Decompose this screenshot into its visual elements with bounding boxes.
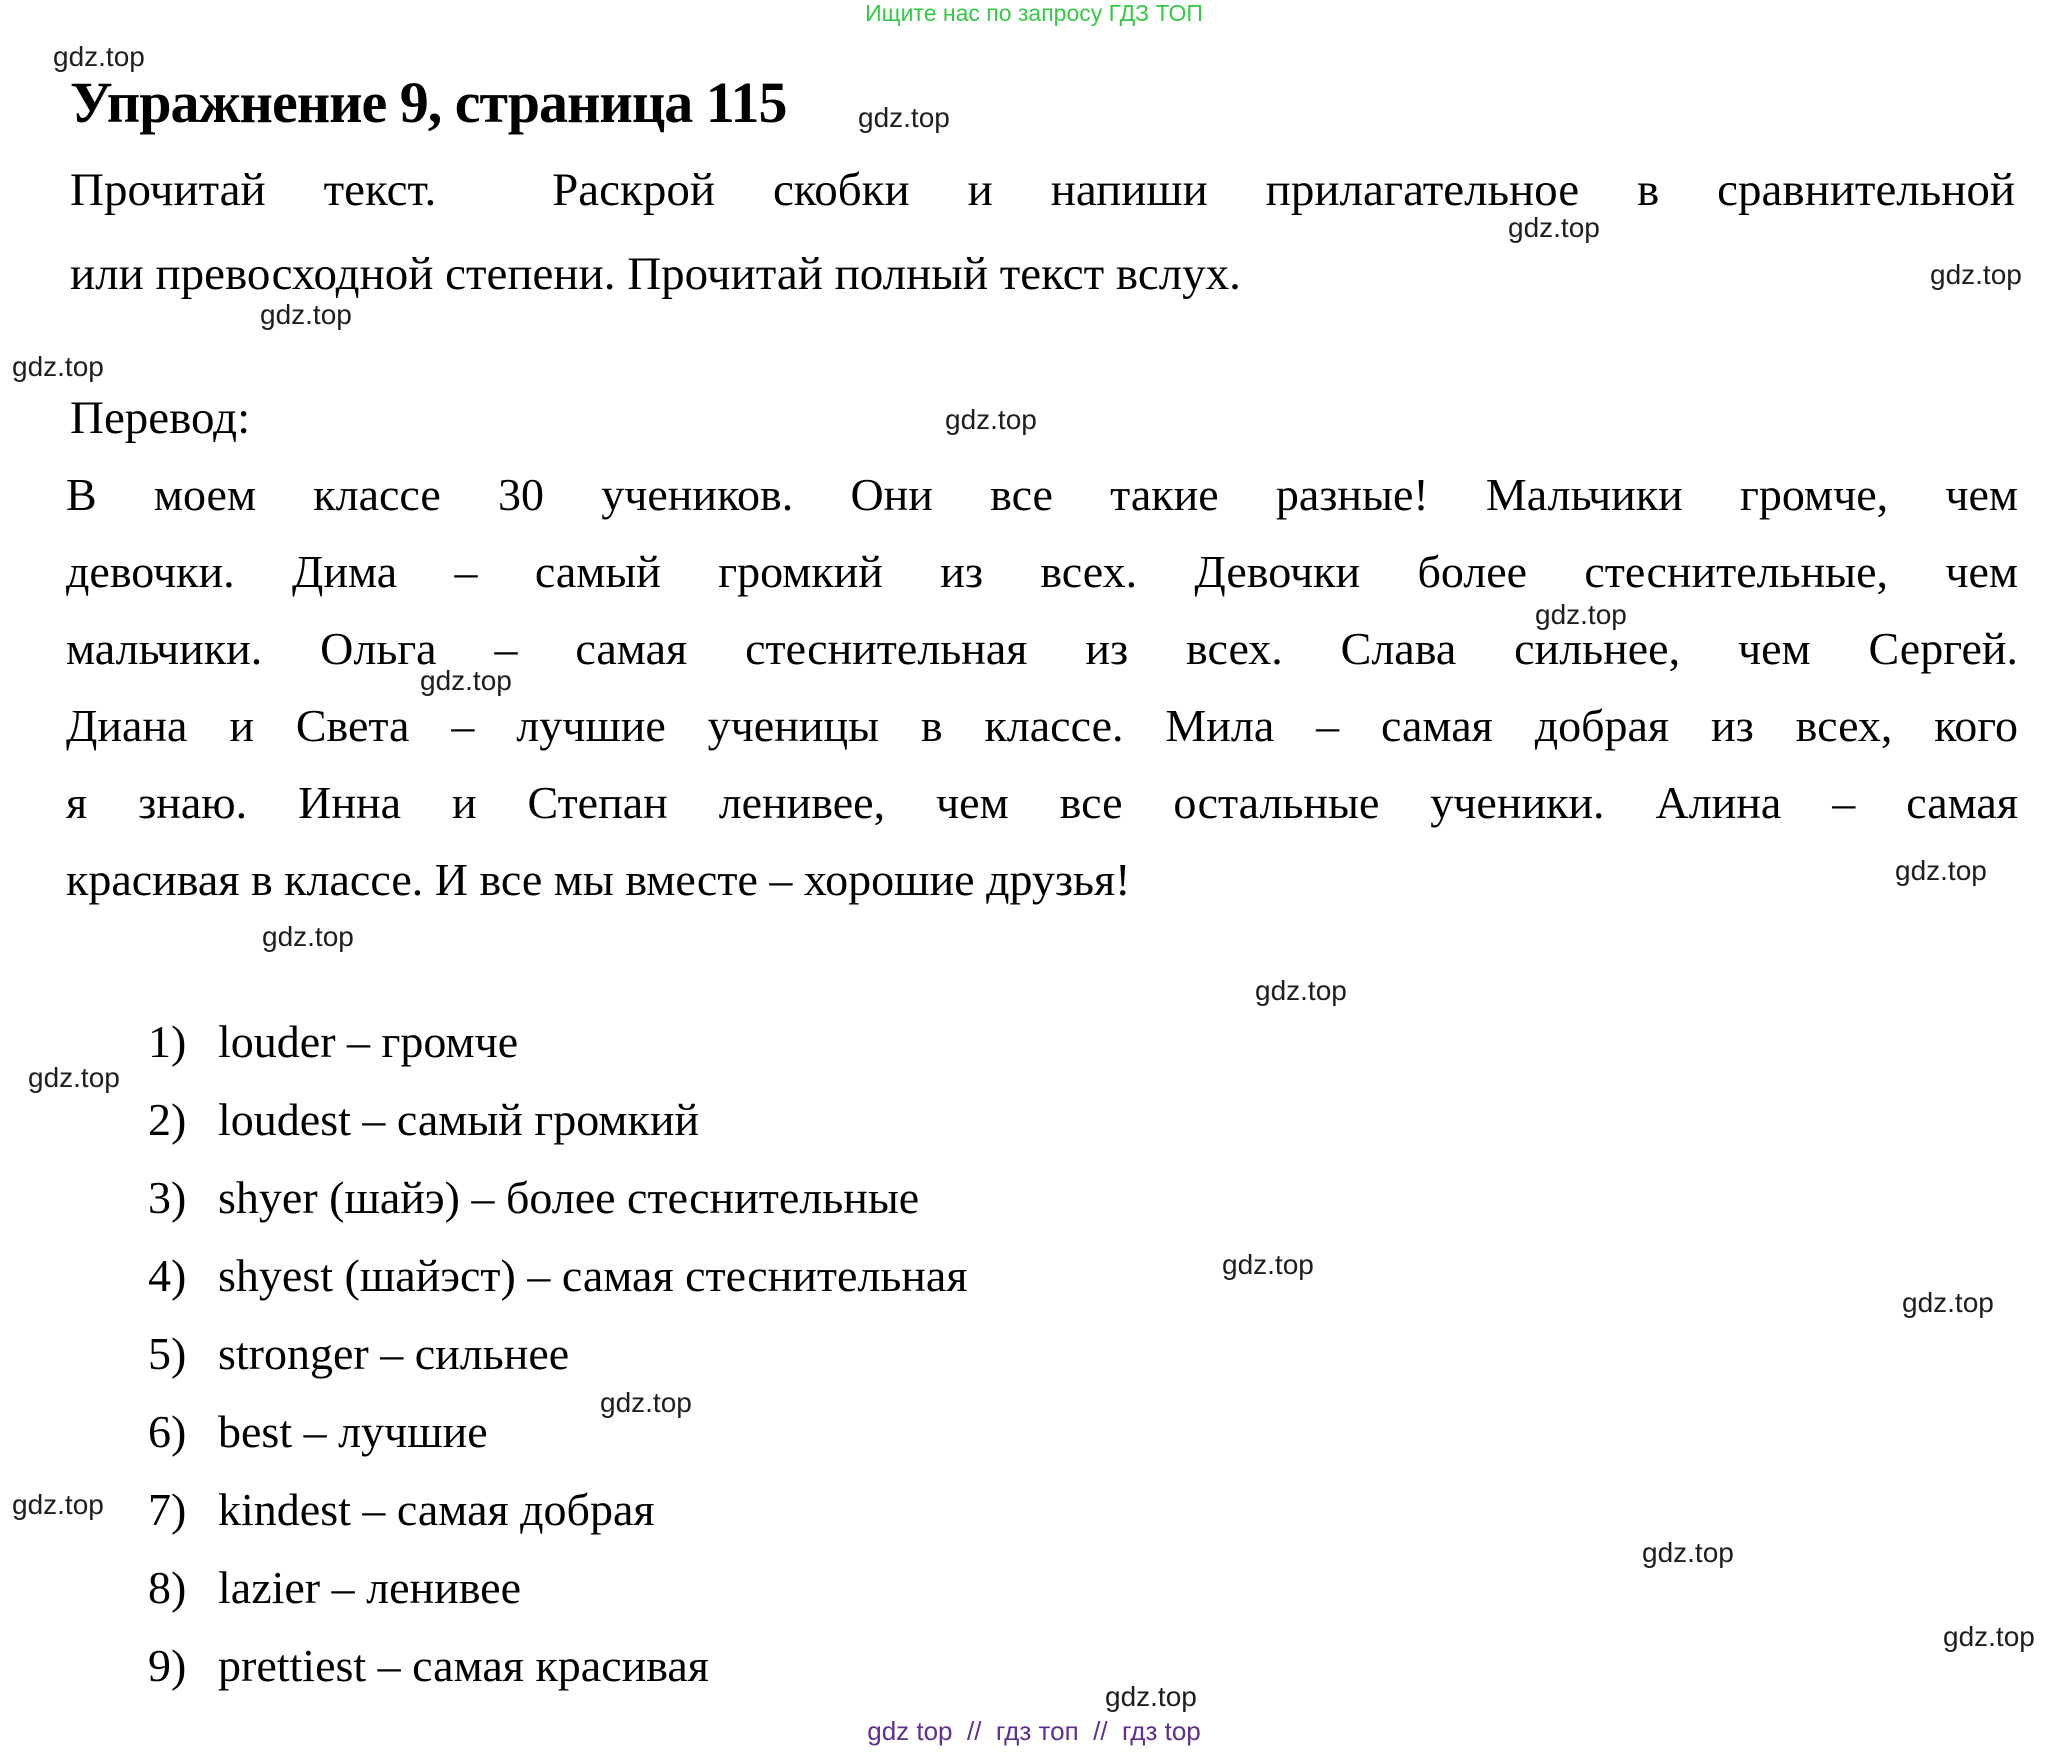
translation-paragraph [66,456,2018,918]
gdz-top-watermark: gdz.top [1222,1249,1314,1280]
answer-number: 6) [148,1406,187,1457]
task-line-2: или превосходной степени. Прочитай полный текст вслух. [70,248,1241,300]
gdz-top-watermark: gdz.top [600,1387,692,1418]
answer-number: 5) [148,1328,187,1379]
translation-line-6: красивая в классе. И все мы вместе – хорошие друзья! [66,854,1131,905]
translation-line-1: В моем классе 30 учеников. Они все такие разные! Мальчики громче, чем [66,469,2018,520]
answer-item-7 [148,1471,968,1549]
translation-line-4: Диана и Света – лучшие ученицы в классе. Мила – самая добрая из всех, кого [66,700,2018,751]
gdz-top-watermark: gdz.top [1895,855,1987,886]
answer-item-2 [148,1081,968,1159]
gdz-top-watermark: gdz.top [1105,1681,1197,1712]
gdz-top-watermark: gdz.top [28,1062,120,1093]
promo-banner-text: Ищите нас по запросу ГДЗ ТОП [865,0,1203,26]
answer-item-6 [148,1393,968,1471]
translation-line-2: девочки. Дима – самый громкий из всех. Девочки более стеснительные, чем [66,546,2018,597]
answer-number: 2) [148,1094,187,1145]
gdz-top-watermark: gdz.top [260,299,352,330]
answer-text: lazier – ленивее [218,1562,522,1613]
answer-number: 9) [148,1640,187,1691]
answer-text: shyer (шайэ) – более стеснительные [218,1172,920,1223]
gdz-top-watermark: gdz.top [1508,212,1600,243]
gdz-top-watermark: gdz.top [53,41,145,72]
gdz-top-watermark: gdz.top [1535,599,1627,630]
gdz-top-watermark: gdz.top [1902,1287,1994,1318]
answer-item-4 [148,1237,968,1315]
answers-list [148,1003,968,1705]
translation-line-5: я знаю. Инна и Степан ленивее, чем все остальные ученики. Алина – самая [66,777,2018,828]
gdz-top-watermark: gdz.top [858,102,950,133]
answer-text: kindest – самая добрая [218,1484,655,1535]
answer-item-3 [148,1159,968,1237]
task-line-1: Прочитай текст. Раскрой скобки и напиши прилагательное в сравнительной [70,164,2015,216]
gdz-top-watermark: gdz.top [1930,259,2022,290]
gdz-top-watermark: gdz.top [420,665,512,696]
answer-number: 8) [148,1562,187,1613]
answer-text: louder – громче [218,1016,519,1067]
answer-item-9 [148,1627,968,1705]
answer-text: prettiest – самая красивая [218,1640,709,1691]
gdz-top-watermark: gdz.top [262,921,354,952]
translation-line-3: мальчики. Ольга – самая стеснительная из всех. Слава сильнее, чем Сергей. [66,623,2018,674]
gdz-top-watermark: gdz.top [12,351,104,382]
translation-heading: Перевод: [70,392,251,444]
answer-text: best – лучшие [218,1406,488,1457]
task-text [70,148,2015,316]
answer-item-5 [148,1315,968,1393]
answer-item-8 [148,1549,968,1627]
answer-number: 4) [148,1250,187,1301]
answer-number: 1) [148,1016,187,1067]
page-title: Упражнение 9, страница 115 [70,70,787,135]
gdz-top-watermark: gdz.top [945,404,1037,435]
footer-links: gdz top // гдз топ // гдз top [867,1716,1201,1746]
answer-number: 3) [148,1172,187,1223]
answer-number: 7) [148,1484,187,1535]
answer-text: stronger – сильнее [218,1328,570,1379]
answer-text: shyest (шайэст) – самая стеснительная [218,1250,968,1301]
answer-item-1 [148,1003,968,1081]
answer-text: loudest – самый громкий [218,1094,700,1145]
gdz-top-watermark: gdz.top [1255,975,1347,1006]
gdz-top-watermark: gdz.top [1943,1621,2035,1652]
gdz-top-watermark: gdz.top [12,1489,104,1520]
gdz-top-watermark: gdz.top [1642,1537,1734,1568]
